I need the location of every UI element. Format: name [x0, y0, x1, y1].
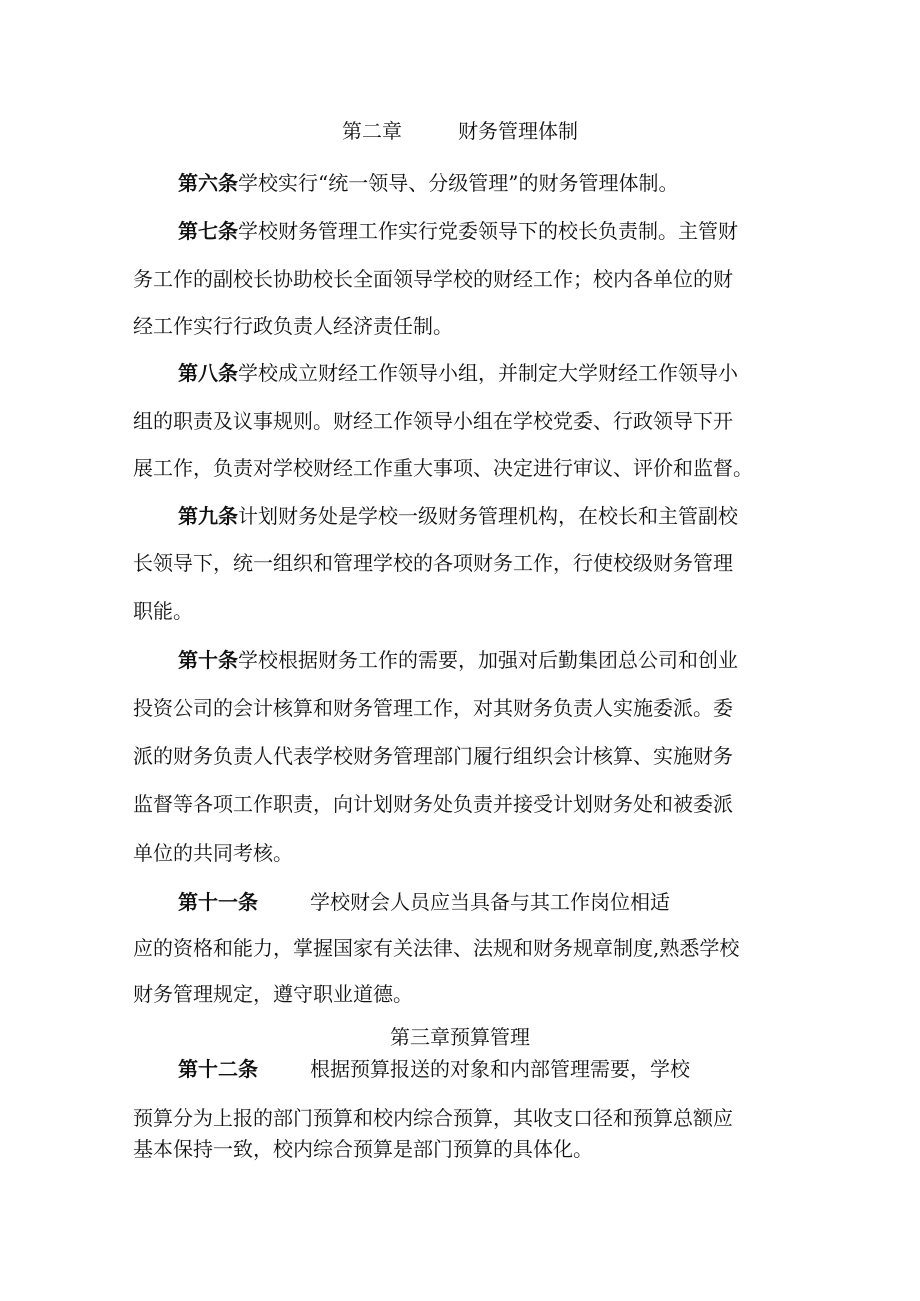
- article-text: 学校财会人员应当具备与其工作岗位相适: [310, 890, 670, 914]
- article-12-line-3: 基本保持一致，校内综合预算是部门预算的具体化。: [133, 1137, 593, 1161]
- article-11-line-1: [178, 890, 670, 914]
- article-6: [178, 171, 678, 195]
- article-text: 学校根据财务工作的需要，加强对后勤集团总公司和创业: [238, 648, 738, 672]
- article-8-line-3: 展工作，负责对学校财经工作重大事项、决定进行审议、评价和监督。: [133, 456, 753, 480]
- article-text: 根据预算报送的对象和内部管理需要，学校: [310, 1057, 690, 1081]
- article-11-line-3: 财务管理规定，遵守职业道德。: [133, 982, 413, 1006]
- article-label: 第十二条: [178, 1057, 258, 1081]
- article-10-line-3: 派的财务负责人代表学校财务管理部门履行组织会计核算、实施财务: [133, 744, 733, 768]
- article-label: 第八条: [178, 361, 238, 385]
- article-7-line-1: [178, 219, 738, 243]
- chapter-heading-3: 第三章预算管理: [390, 1025, 530, 1049]
- article-label: 第九条: [178, 504, 238, 528]
- article-text: 学校财务管理工作实行党委领导下的校长负责制。主管财: [238, 219, 738, 243]
- article-10-line-5: 单位的共同考核。: [133, 841, 293, 865]
- article-text: 学校成立财经工作领导小组，并制定大学财经工作领导小: [238, 361, 738, 385]
- article-label: 第六条: [178, 171, 238, 195]
- article-9-line-1: [178, 504, 738, 528]
- article-10-line-4: 监督等各项工作职责，向计划财务处负责并接受计划财务处和被委派: [133, 792, 733, 816]
- chapter-title: 财务管理体制: [458, 119, 578, 143]
- article-9-line-2: 长领导下，统一组织和管理学校的各项财务工作，行使校级财务管理: [133, 551, 733, 575]
- article-10-line-2: 投资公司的会计核算和财务管理工作，对其财务负责人实施委派。委: [133, 696, 733, 720]
- article-8-line-1: [178, 361, 738, 385]
- article-9-line-3: 职能。: [133, 599, 193, 623]
- chapter-heading-2: [0, 119, 920, 143]
- article-11-line-2: 应的资格和能力，掌握国家有关法律、法规和财务规章制度,熟悉学校: [133, 936, 740, 960]
- article-8-line-2: 组的职责及议事规则。财经工作领导小组在学校党委、行政领导下开: [133, 409, 733, 433]
- article-7-line-2: 务工作的副校长协助校长全面领导学校的财经工作；校内各单位的财: [133, 267, 733, 291]
- article-12-line-1: [178, 1057, 690, 1081]
- article-text: 计划财务处是学校一级财务管理机构，在校长和主管副校: [238, 504, 738, 528]
- article-10-line-1: [178, 648, 738, 672]
- article-text: 学校实行“统一领导、分级管理”的财务管理体制。: [238, 171, 679, 195]
- article-label: 第十一条: [178, 890, 258, 914]
- chapter-number: 第二章: [342, 119, 402, 143]
- article-label: 第七条: [178, 219, 238, 243]
- article-12-line-2: 预算分为上报的部门预算和校内综合预算，其收支口径和预算总额应: [133, 1106, 733, 1130]
- article-7-line-3: 经工作实行行政负责人经济责任制。: [133, 314, 453, 338]
- article-label: 第十条: [178, 648, 238, 672]
